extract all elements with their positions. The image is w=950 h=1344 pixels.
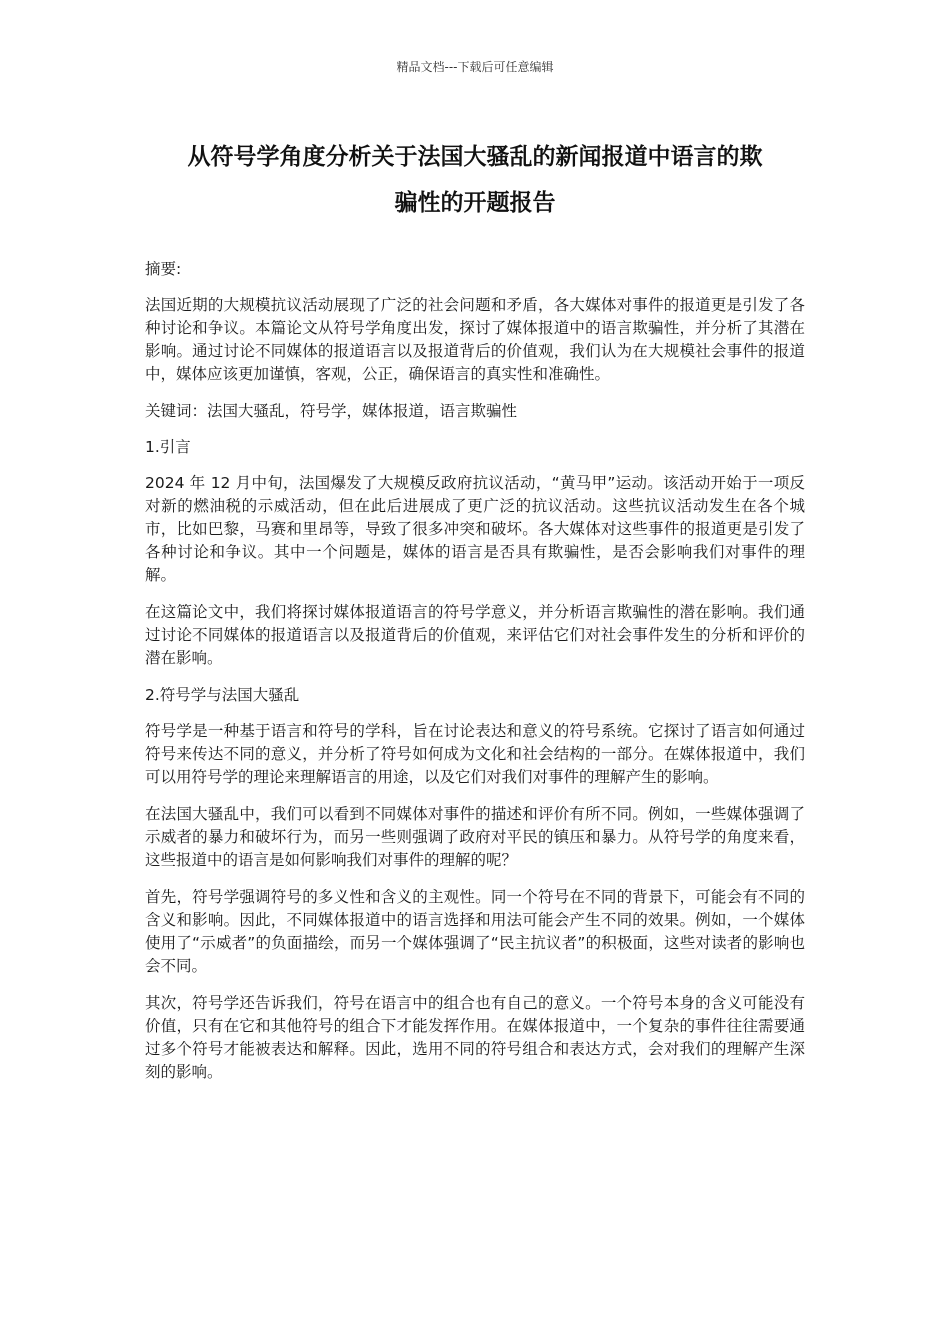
document-title	[145, 134, 805, 226]
section-1-paragraph: 2024 年 12 月中旬，法国爆发了大规模反政府抗议活动，“黄马甲”运动。该活动开始于一项反对新的燃油税的示威活动，但在此后进展成了更广泛的抗议活动。这些抗议活动发生在各个城市，比如巴黎，马赛和里昂等，导致了很多冲突和破坏。各大媒体对这些事件的报道更是引发了各种讨论和争议。其中一个问题是，媒体的语言是否具有欺骗性，是否会影响我们对事件的理解。	[145, 474, 805, 584]
section-2-paragraph: 符号学是一种基于语言和符号的学科，旨在讨论表达和意义的符号系统。它探讨了语言如何通过符号来传达不同的意义，并分析了符号如何成为文化和社会结构的一部分。在媒体报道中，我们可以用符号学的理论来理解语言的用途，以及它们对我们对事件的理解产生的影响。	[145, 722, 805, 786]
keywords: 关键词：法国大骚乱，符号学，媒体报道，语言欺骗性	[145, 402, 518, 420]
section-2-paragraph: 首先，符号学强调符号的多义性和含义的主观性。同一个符号在不同的背景下，可能会有不同的含义和影响。因此，不同媒体报道中的语言选择和用法可能会产生不同的效果。例如，一个媒体使用了“示威者”的负面描绘，而另一个媒体强调了“民主抗议者”的积极面，这些对读者的影响也会不同。	[145, 888, 805, 975]
title-line-1: 从符号学角度分析关于法国大骚乱的新闻报道中语言的欺	[187, 144, 763, 170]
abstract-text: 法国近期的大规模抗议活动展现了广泛的社会问题和矛盾，各大媒体对事件的报道更是引发了各种讨论和争议。本篇论文从符号学角度出发，探讨了媒体报道中的语言欺骗性，并分析了其潜在影响。通过讨论不同媒体的报道语言以及报道背后的价值观，我们认为在大规模社会事件的报道中，媒体应该更加谨慎，客观，公正，确保语言的真实性和准确性。	[145, 296, 805, 383]
section-2-paragraph: 在法国大骚乱中，我们可以看到不同媒体对事件的描述和评价有所不同。例如，一些媒体强调了示威者的暴力和破坏行为，而另一些则强调了政府对平民的镇压和暴力。从符号学的角度来看，这些报道中的语言是如何影响我们对事件的理解的呢？	[145, 805, 805, 869]
document-body	[145, 258, 805, 1098]
title-line-2: 骗性的开题报告	[394, 190, 556, 216]
abstract-label: 摘要:	[145, 260, 182, 278]
header-note: 精品文档---下载后可任意编辑	[396, 60, 554, 74]
section-2-heading: 2.符号学与法国大骚乱	[145, 686, 300, 704]
section-2-paragraph: 其次，符号学还告诉我们，符号在语言中的组合也有自己的意义。一个符号本身的含义可能没有价值，只有在它和其他符号的组合下才能发挥作用。在媒体报道中，一个复杂的事件往往需要通过多个符号才能被表达和解释。因此，选用不同的符号组合和表达方式，会对我们的理解产生深刻的影响。	[145, 994, 805, 1081]
section-1-paragraph: 在这篇论文中，我们将探讨媒体报道语言的符号学意义，并分析语言欺骗性的潜在影响。我们通过讨论不同媒体的报道语言以及报道背后的价值观，来评估它们对社会事件发生的分析和评价的潜在影响。	[145, 603, 805, 667]
section-1-heading: 1.引言	[145, 438, 191, 456]
